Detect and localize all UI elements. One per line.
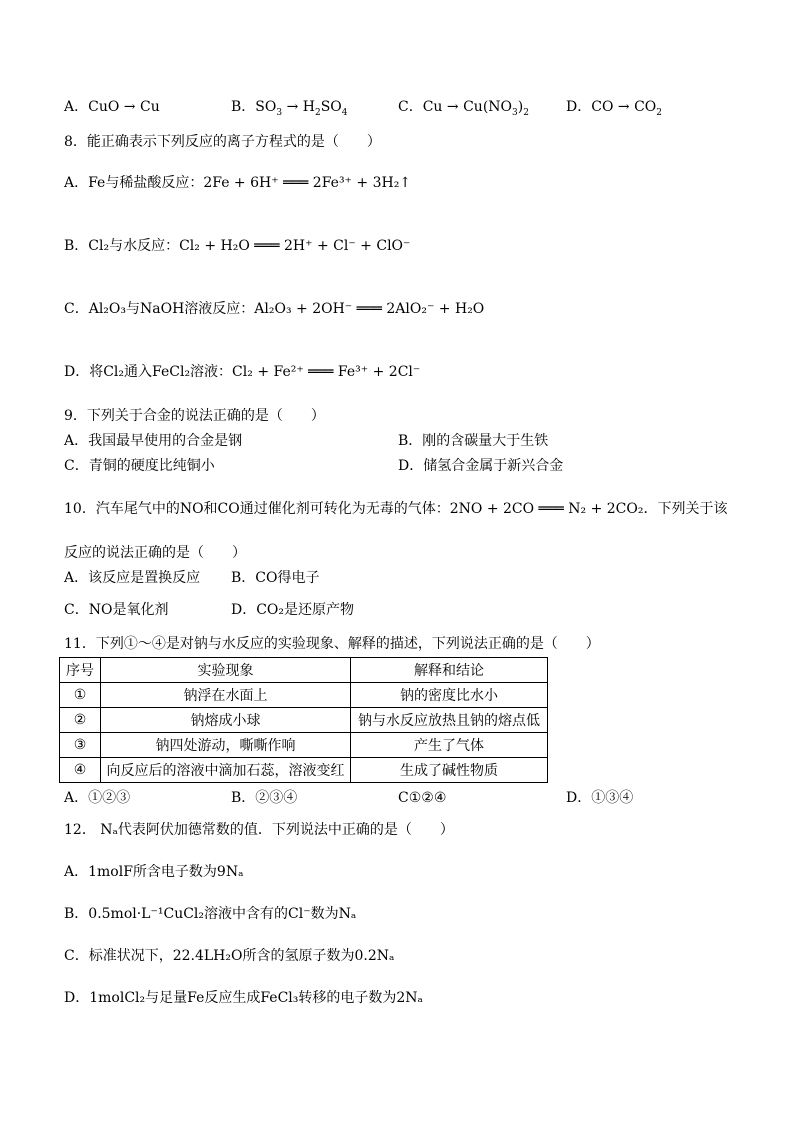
table-row: [60, 758, 548, 783]
q7-option-b: B．$SO_3 \to H_2SO_4$: [231, 99, 348, 118]
q7-option-a: A．CuO → Cu: [64, 99, 160, 115]
q12-stem: 12． Nₐ代表阿伏加德常数的值．下列说法中正确的是（ ）: [64, 822, 454, 838]
table-header: 解释和结论: [351, 658, 548, 683]
q10-option-b: B．CO得电子: [231, 570, 320, 586]
q9-stem: 9．下列关于合金的说法正确的是（ ）: [64, 408, 325, 424]
table-header-row: [60, 658, 548, 683]
q10-stem-line2: 反应的说法正确的是（ ）: [64, 545, 246, 561]
q7-option-d: D．CO → $CO_2$: [566, 99, 663, 118]
arrow-icon: →: [446, 99, 459, 115]
q9-option-a: A．我国最早使用的合金是钢: [64, 433, 243, 449]
table-cell: 产生了气体: [351, 733, 548, 758]
table-row: [60, 683, 548, 708]
q10-stem-line1: 10．汽车尾气中的NO和CO通过催化剂可转化为无毒的气体：2NO + 2CO ═══ N₂ + 2CO₂．下列关于该: [64, 501, 728, 517]
q11-option-c: C①②④: [398, 790, 447, 806]
table-cell: ①: [60, 683, 101, 708]
q9-option-c: C．青铜的硬度比纯铜小: [64, 458, 215, 474]
arrow-icon: →: [617, 99, 630, 115]
table-cell: 钠与水反应放热且钠的熔点低: [351, 708, 548, 733]
q11-table: [59, 657, 548, 783]
q8-option-a: A．Fe与稀盐酸反应：2Fe + 6H⁺ ═══ 2Fe³⁺ + 3H₂↑: [64, 175, 412, 191]
table-cell: ②: [60, 708, 101, 733]
q12-option-b: B．0.5mol·L⁻¹CuCl₂溶液中含有的Cl⁻数为Nₐ: [64, 906, 357, 922]
q12-option-a: A．1molF所含电子数为9Nₐ: [64, 864, 244, 880]
q9-option-d: D．储氢合金属于新兴合金: [398, 458, 564, 474]
table-cell: ③: [60, 733, 101, 758]
q11-option-b: B．②③④: [231, 790, 298, 806]
table-header: 序号: [60, 658, 101, 683]
q9-option-b: B．刚的含碳量大于生铁: [398, 433, 549, 449]
q11-option-a: A．①②③: [64, 790, 131, 806]
table-row: [60, 733, 548, 758]
table-cell: ④: [60, 758, 101, 783]
arrow-icon: →: [123, 99, 136, 115]
table-header: 实验现象: [101, 658, 351, 683]
q8-option-d: D．将Cl₂通入FeCl₂溶液：Cl₂ + Fe²⁺ ═══ Fe³⁺ + 2Cl⁻: [64, 364, 421, 380]
q8-option-c: C．Al₂O₃与NaOH溶液反应：Al₂O₃ + 2OH⁻ ═══ 2AlO₂⁻ + H₂O: [64, 301, 485, 317]
table-cell: 钠浮在水面上: [101, 683, 351, 708]
q8-option-b: B．Cl₂与水反应：Cl₂ + H₂O ═══ 2H⁺ + Cl⁻ + ClO⁻: [64, 238, 411, 254]
table-cell: 生成了碱性物质: [351, 758, 548, 783]
q8-stem: 8．能正确表示下列反应的离子方程式的是（ ）: [64, 134, 381, 150]
q11-option-d: D．①③④: [566, 790, 634, 806]
table-cell: 钠的密度比水小: [351, 683, 548, 708]
q10-option-a: A．该反应是置换反应: [64, 570, 201, 586]
q10-option-c: C．NO是氧化剂: [64, 602, 169, 618]
table-cell: 钠四处游动，嘶嘶作响: [101, 733, 351, 758]
table-cell: 钠熔成小球: [101, 708, 351, 733]
q10-option-d: D．CO₂是还原产物: [231, 602, 355, 618]
table-row: [60, 708, 548, 733]
arrow-icon: →: [286, 99, 299, 115]
q11-stem: 11．下列①～④是对钠与水反应的实验现象、解释的描述，下列说法正确的是（ ）: [64, 636, 600, 652]
table-cell: 向反应后的溶液中滴加石蕊，溶液变红: [101, 758, 351, 783]
q12-option-d: D．1molCl₂与足量Fe反应生成FeCl₃转移的电子数为2Nₐ: [64, 990, 423, 1006]
q7-option-c: C．$Cu \to Cu(NO_3)_2$: [398, 99, 529, 118]
q12-option-c: C．标准状况下，22.4LH₂O所含的氢原子数为0.2Nₐ: [64, 948, 395, 964]
